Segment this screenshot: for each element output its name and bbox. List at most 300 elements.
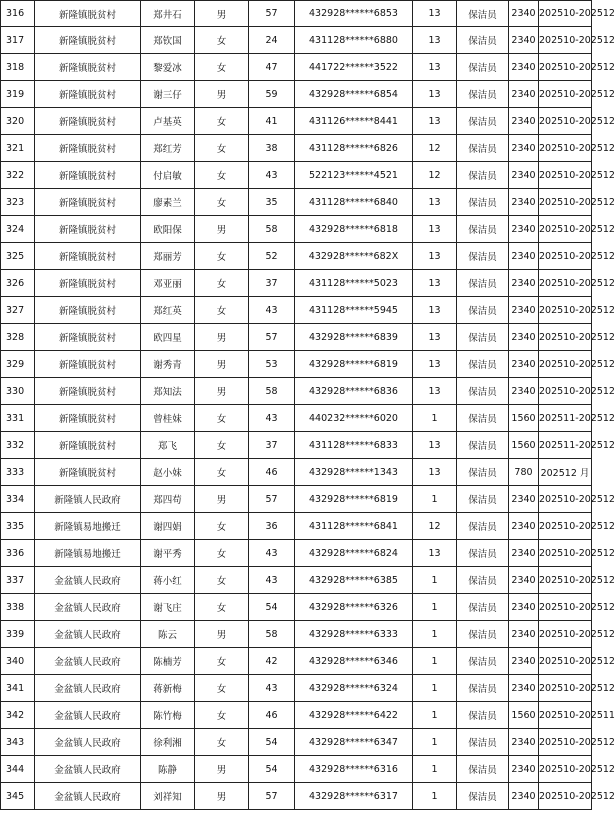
cell-gender: 男 (195, 351, 249, 378)
cell-name: 蒋小红 (141, 567, 195, 594)
cell-age: 57 (249, 324, 295, 351)
cell-gender: 男 (195, 783, 249, 810)
table-row (1, 405, 592, 432)
cell-months: 1 (413, 702, 457, 729)
cell-unit: 新隆镇脱贫村 (35, 459, 141, 486)
cell-gender: 女 (195, 405, 249, 432)
cell-id-number: 431128******6833 (295, 432, 413, 459)
cell-amount: 2340 (509, 621, 539, 648)
cell-period: 202510-202512 (539, 540, 592, 567)
cell-gender: 女 (195, 702, 249, 729)
cell-amount: 780 (509, 459, 539, 486)
cell-name: 郑井石 (141, 1, 195, 27)
cell-gender: 男 (195, 216, 249, 243)
cell-id-number: 441722******3522 (295, 54, 413, 81)
cell-unit: 金盆镇人民政府 (35, 702, 141, 729)
table-row (1, 270, 592, 297)
cell-period: 202510-202512 (539, 621, 592, 648)
cell-amount: 2340 (509, 756, 539, 783)
cell-age: 46 (249, 459, 295, 486)
cell-months: 1 (413, 675, 457, 702)
table-row (1, 189, 592, 216)
cell-position: 保洁员 (457, 135, 509, 162)
cell-no: 340 (1, 648, 35, 675)
cell-period: 202510-202512 (539, 1, 592, 27)
cell-unit: 新隆镇脱贫村 (35, 54, 141, 81)
cell-no: 328 (1, 324, 35, 351)
cell-no: 332 (1, 432, 35, 459)
cell-no: 318 (1, 54, 35, 81)
table-row (1, 378, 592, 405)
cell-age: 59 (249, 81, 295, 108)
cell-position: 保洁员 (457, 513, 509, 540)
cell-name: 欧阳保 (141, 216, 195, 243)
cell-period: 202510-202512 (539, 189, 592, 216)
cell-age: 57 (249, 783, 295, 810)
cell-gender: 女 (195, 594, 249, 621)
table-row (1, 432, 592, 459)
table-row (1, 162, 592, 189)
cell-name: 邓亚丽 (141, 270, 195, 297)
cell-unit: 新隆镇易地搬迁 (35, 540, 141, 567)
cell-gender: 女 (195, 540, 249, 567)
cell-id-number: 432928******6836 (295, 378, 413, 405)
cell-unit: 金盆镇人民政府 (35, 675, 141, 702)
cell-months: 12 (413, 162, 457, 189)
cell-id-number: 432928******6853 (295, 1, 413, 27)
cell-no: 326 (1, 270, 35, 297)
cell-name: 蒋新梅 (141, 675, 195, 702)
cell-unit: 新隆镇脱贫村 (35, 405, 141, 432)
cell-no: 334 (1, 486, 35, 513)
cell-age: 43 (249, 405, 295, 432)
cell-gender: 男 (195, 378, 249, 405)
cell-gender: 男 (195, 486, 249, 513)
cell-position: 保洁员 (457, 351, 509, 378)
cell-period: 202510-202512 (539, 756, 592, 783)
cell-id-number: 432928******1343 (295, 459, 413, 486)
cell-no: 331 (1, 405, 35, 432)
cell-no: 329 (1, 351, 35, 378)
cell-months: 1 (413, 486, 457, 513)
cell-months: 13 (413, 324, 457, 351)
cell-amount: 2340 (509, 297, 539, 324)
cell-position: 保洁员 (457, 486, 509, 513)
cell-id-number: 432928******6839 (295, 324, 413, 351)
cell-unit: 新隆镇脱贫村 (35, 270, 141, 297)
cell-id-number: 431128******6880 (295, 27, 413, 54)
table-row (1, 459, 592, 486)
table-row (1, 351, 592, 378)
cell-gender: 女 (195, 162, 249, 189)
table-row (1, 756, 592, 783)
table-row (1, 621, 592, 648)
cell-unit: 金盆镇人民政府 (35, 621, 141, 648)
cell-position: 保洁员 (457, 729, 509, 756)
cell-period: 202510-202512 (539, 675, 592, 702)
table-row (1, 783, 592, 810)
cell-position: 保洁员 (457, 1, 509, 27)
cell-gender: 男 (195, 621, 249, 648)
cell-unit: 新隆镇脱贫村 (35, 378, 141, 405)
cell-id-number: 432928******6347 (295, 729, 413, 756)
cell-name: 谢秀青 (141, 351, 195, 378)
cell-age: 58 (249, 621, 295, 648)
cell-position: 保洁员 (457, 81, 509, 108)
cell-age: 58 (249, 216, 295, 243)
cell-period: 202510-202512 (539, 594, 592, 621)
cell-no: 337 (1, 567, 35, 594)
cell-amount: 2340 (509, 513, 539, 540)
cell-months: 13 (413, 540, 457, 567)
cell-age: 43 (249, 297, 295, 324)
cell-age: 57 (249, 486, 295, 513)
cell-gender: 女 (195, 27, 249, 54)
cell-id-number: 432928******6317 (295, 783, 413, 810)
cell-period: 202510-202512 (539, 135, 592, 162)
cell-age: 57 (249, 1, 295, 27)
cell-position: 保洁员 (457, 270, 509, 297)
cell-position: 保洁员 (457, 297, 509, 324)
cell-months: 13 (413, 459, 457, 486)
cell-months: 1 (413, 621, 457, 648)
table-row (1, 594, 592, 621)
cell-id-number: 440232******6020 (295, 405, 413, 432)
cell-no: 342 (1, 702, 35, 729)
cell-months: 13 (413, 108, 457, 135)
cell-period: 202510-202512 (539, 108, 592, 135)
cell-period: 202510-202512 (539, 216, 592, 243)
cell-no: 343 (1, 729, 35, 756)
table-row (1, 135, 592, 162)
cell-months: 1 (413, 648, 457, 675)
table-row (1, 54, 592, 81)
cell-gender: 男 (195, 81, 249, 108)
cell-amount: 2340 (509, 243, 539, 270)
cell-id-number: 432928******6818 (295, 216, 413, 243)
cell-position: 保洁员 (457, 108, 509, 135)
roster-body (1, 1, 615, 810)
cell-period: 202510-202512 (539, 270, 592, 297)
cell-unit: 新隆镇脱贫村 (35, 216, 141, 243)
cell-age: 52 (249, 243, 295, 270)
cell-amount: 2340 (509, 486, 539, 513)
cell-gender: 男 (195, 324, 249, 351)
cell-amount: 2340 (509, 729, 539, 756)
table-row (1, 243, 592, 270)
cell-name: 黎爱冰 (141, 54, 195, 81)
cell-no: 333 (1, 459, 35, 486)
cell-amount: 2340 (509, 351, 539, 378)
cell-unit: 金盆镇人民政府 (35, 729, 141, 756)
cell-name: 谢四娟 (141, 513, 195, 540)
cell-period: 202512 月 (539, 459, 592, 486)
cell-unit: 新隆镇脱贫村 (35, 432, 141, 459)
table-row (1, 513, 592, 540)
cell-amount: 2340 (509, 648, 539, 675)
cell-age: 37 (249, 432, 295, 459)
cell-gender: 女 (195, 54, 249, 81)
cell-no: 319 (1, 81, 35, 108)
cell-name: 付启敏 (141, 162, 195, 189)
cell-age: 43 (249, 675, 295, 702)
cell-months: 13 (413, 351, 457, 378)
cell-id-number: 432928******6385 (295, 567, 413, 594)
cell-name: 郑钦国 (141, 27, 195, 54)
table-row (1, 675, 592, 702)
cell-id-number: 432928******6324 (295, 675, 413, 702)
cell-age: 24 (249, 27, 295, 54)
cell-age: 54 (249, 729, 295, 756)
cell-no: 321 (1, 135, 35, 162)
cell-months: 13 (413, 1, 457, 27)
cell-amount: 2340 (509, 135, 539, 162)
cell-id-number: 432928******6819 (295, 486, 413, 513)
cell-unit: 金盆镇人民政府 (35, 594, 141, 621)
cell-period: 202510-202512 (539, 351, 592, 378)
cell-position: 保洁员 (457, 405, 509, 432)
cell-amount: 2340 (509, 567, 539, 594)
cell-no: 316 (1, 1, 35, 27)
cell-age: 53 (249, 351, 295, 378)
table-row (1, 567, 592, 594)
cell-name: 廖素兰 (141, 189, 195, 216)
cell-period: 202510-202512 (539, 729, 592, 756)
cell-amount: 2340 (509, 324, 539, 351)
cell-months: 1 (413, 567, 457, 594)
cell-months: 1 (413, 729, 457, 756)
cell-period: 202510-202512 (539, 783, 592, 810)
table-row (1, 216, 592, 243)
cell-amount: 2340 (509, 162, 539, 189)
cell-id-number: 431128******5945 (295, 297, 413, 324)
cell-position: 保洁员 (457, 783, 509, 810)
cell-gender: 女 (195, 270, 249, 297)
cell-id-number: 432928******682X (295, 243, 413, 270)
cell-gender: 女 (195, 108, 249, 135)
cell-period: 202510-202512 (539, 297, 592, 324)
table-row (1, 648, 592, 675)
cell-unit: 新隆镇脱贫村 (35, 27, 141, 54)
cell-id-number: 432928******6854 (295, 81, 413, 108)
cell-position: 保洁员 (457, 189, 509, 216)
cell-id-number: 431128******6840 (295, 189, 413, 216)
cell-months: 13 (413, 270, 457, 297)
cell-gender: 女 (195, 432, 249, 459)
cell-unit: 新隆镇易地搬迁 (35, 513, 141, 540)
cell-position: 保洁员 (457, 216, 509, 243)
cell-position: 保洁员 (457, 567, 509, 594)
cell-months: 13 (413, 297, 457, 324)
cell-amount: 2340 (509, 108, 539, 135)
cell-amount: 2340 (509, 54, 539, 81)
cell-id-number: 432928******6333 (295, 621, 413, 648)
cell-gender: 女 (195, 297, 249, 324)
table-row (1, 108, 592, 135)
cell-amount: 1560 (509, 405, 539, 432)
cell-months: 1 (413, 594, 457, 621)
cell-id-number: 431128******6826 (295, 135, 413, 162)
cell-months: 1 (413, 405, 457, 432)
cell-age: 54 (249, 756, 295, 783)
cell-months: 1 (413, 756, 457, 783)
cell-unit: 新隆镇脱贫村 (35, 1, 141, 27)
cell-no: 335 (1, 513, 35, 540)
cell-unit: 新隆镇脱贫村 (35, 243, 141, 270)
cell-id-number: 432928******6346 (295, 648, 413, 675)
table-row (1, 729, 592, 756)
cell-id-number: 432928******6422 (295, 702, 413, 729)
cell-position: 保洁员 (457, 378, 509, 405)
cell-age: 41 (249, 108, 295, 135)
cell-age: 35 (249, 189, 295, 216)
cell-amount: 1560 (509, 702, 539, 729)
cell-name: 郑飞 (141, 432, 195, 459)
table-row (1, 27, 592, 54)
cell-age: 42 (249, 648, 295, 675)
cell-no: 320 (1, 108, 35, 135)
cell-name: 徐利湘 (141, 729, 195, 756)
cell-period: 202510-202512 (539, 81, 592, 108)
cell-name: 陈楠芳 (141, 648, 195, 675)
cell-months: 12 (413, 513, 457, 540)
cell-position: 保洁员 (457, 459, 509, 486)
cell-age: 54 (249, 594, 295, 621)
cell-age: 38 (249, 135, 295, 162)
cell-position: 保洁员 (457, 243, 509, 270)
cell-amount: 2340 (509, 594, 539, 621)
cell-id-number: 431128******5023 (295, 270, 413, 297)
cell-no: 325 (1, 243, 35, 270)
table-row (1, 81, 592, 108)
cell-name: 赵小妹 (141, 459, 195, 486)
cell-unit: 新隆镇脱贫村 (35, 297, 141, 324)
cell-position: 保洁员 (457, 540, 509, 567)
cell-name: 谢平秀 (141, 540, 195, 567)
cell-months: 12 (413, 135, 457, 162)
cell-amount: 2340 (509, 675, 539, 702)
cell-gender: 女 (195, 675, 249, 702)
cell-age: 43 (249, 567, 295, 594)
cell-amount: 2340 (509, 378, 539, 405)
cell-no: 330 (1, 378, 35, 405)
cell-no: 344 (1, 756, 35, 783)
cell-no: 327 (1, 297, 35, 324)
cell-period: 202511-202512 (539, 405, 592, 432)
cell-age: 43 (249, 162, 295, 189)
cell-period: 202510-202512 (539, 324, 592, 351)
cell-months: 13 (413, 81, 457, 108)
cell-amount: 1560 (509, 432, 539, 459)
cell-no: 323 (1, 189, 35, 216)
cell-name: 郑红芳 (141, 135, 195, 162)
cell-name: 陈竹梅 (141, 702, 195, 729)
cell-no: 338 (1, 594, 35, 621)
cell-period: 202510-202512 (539, 243, 592, 270)
cell-unit: 新隆镇脱贫村 (35, 351, 141, 378)
cell-position: 保洁员 (457, 432, 509, 459)
cell-gender: 女 (195, 459, 249, 486)
cell-name: 郑四苟 (141, 486, 195, 513)
cell-unit: 金盆镇人民政府 (35, 756, 141, 783)
cell-id-number: 431126******8441 (295, 108, 413, 135)
cell-no: 324 (1, 216, 35, 243)
cell-name: 陈静 (141, 756, 195, 783)
cell-unit: 新隆镇人民政府 (35, 486, 141, 513)
cell-unit: 新隆镇脱贫村 (35, 108, 141, 135)
cell-gender: 女 (195, 189, 249, 216)
cell-unit: 新隆镇脱贫村 (35, 162, 141, 189)
cell-amount: 2340 (509, 1, 539, 27)
cell-months: 13 (413, 27, 457, 54)
table-row (1, 297, 592, 324)
cell-gender: 男 (195, 756, 249, 783)
cell-id-number: 432928******6824 (295, 540, 413, 567)
cell-id-number: 522123******4521 (295, 162, 413, 189)
cell-name: 陈云 (141, 621, 195, 648)
cell-name: 谢三仔 (141, 81, 195, 108)
cell-age: 36 (249, 513, 295, 540)
cell-age: 37 (249, 270, 295, 297)
cell-no: 345 (1, 783, 35, 810)
cell-gender: 女 (195, 513, 249, 540)
cell-id-number: 432928******6316 (295, 756, 413, 783)
cell-no: 339 (1, 621, 35, 648)
cell-unit: 金盆镇人民政府 (35, 567, 141, 594)
table-row (1, 486, 592, 513)
cell-gender: 女 (195, 648, 249, 675)
cell-no: 341 (1, 675, 35, 702)
cell-position: 保洁员 (457, 621, 509, 648)
cell-period: 202511-202512 (539, 432, 592, 459)
cell-amount: 2340 (509, 81, 539, 108)
cell-period: 202510-202512 (539, 378, 592, 405)
table-row (1, 702, 592, 729)
cell-amount: 2340 (509, 783, 539, 810)
cell-gender: 女 (195, 729, 249, 756)
cell-position: 保洁员 (457, 702, 509, 729)
cell-period: 202510-202512 (539, 162, 592, 189)
cell-position: 保洁员 (457, 324, 509, 351)
cell-position: 保洁员 (457, 594, 509, 621)
cell-id-number: 432928******6326 (295, 594, 413, 621)
cell-name: 谢飞庄 (141, 594, 195, 621)
cell-unit: 新隆镇脱贫村 (35, 189, 141, 216)
cell-months: 13 (413, 432, 457, 459)
cell-name: 卢基英 (141, 108, 195, 135)
cell-period: 202510-202512 (539, 27, 592, 54)
cell-gender: 女 (195, 567, 249, 594)
table-row (1, 324, 592, 351)
cell-period: 202510-202512 (539, 486, 592, 513)
cell-months: 13 (413, 243, 457, 270)
cell-age: 43 (249, 540, 295, 567)
cell-no: 322 (1, 162, 35, 189)
cell-name: 刘祥知 (141, 783, 195, 810)
cell-months: 13 (413, 189, 457, 216)
cell-months: 13 (413, 216, 457, 243)
cell-name: 郑丽芳 (141, 243, 195, 270)
cell-amount: 2340 (509, 270, 539, 297)
cell-unit: 新隆镇脱贫村 (35, 324, 141, 351)
table-row (1, 1, 592, 27)
cell-period: 202510-202512 (539, 54, 592, 81)
cell-position: 保洁员 (457, 27, 509, 54)
cell-gender: 女 (195, 135, 249, 162)
table-row (1, 540, 592, 567)
cell-period: 202510-202512 (539, 513, 592, 540)
cell-name: 欧四星 (141, 324, 195, 351)
